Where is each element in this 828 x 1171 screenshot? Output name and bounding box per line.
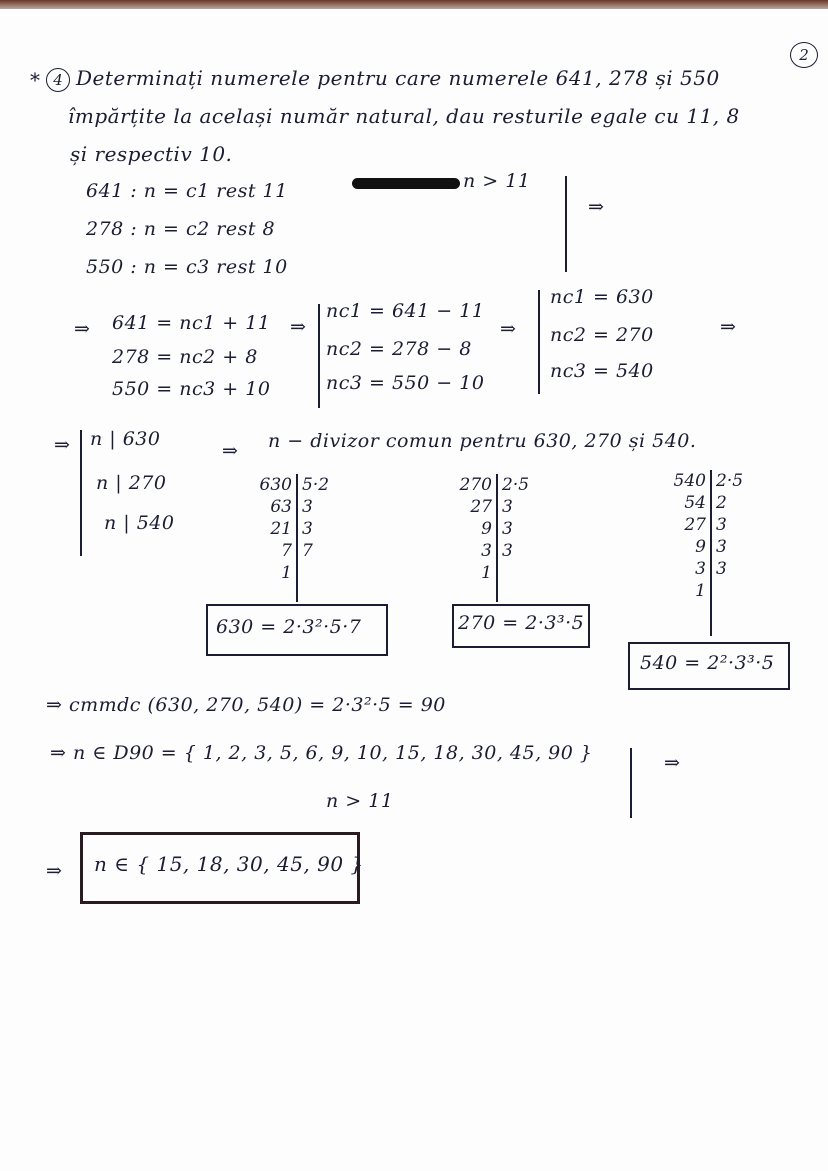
condition: n > 11 bbox=[463, 170, 531, 192]
equation-2: 278 = nc2 + 8 bbox=[112, 346, 258, 368]
factor-line bbox=[296, 474, 298, 602]
factorization-270-right: 2·5 3 3 3 bbox=[502, 475, 530, 561]
implies-arrow: ⇒ bbox=[500, 318, 517, 340]
factor-line bbox=[496, 474, 498, 602]
right-brace bbox=[630, 748, 632, 818]
factorization-630-left: 630 63 21 7 1 bbox=[259, 475, 292, 583]
factorization-540-left: 540 54 27 9 3 1 bbox=[673, 471, 706, 601]
left-brace bbox=[80, 430, 82, 556]
implies-arrow: ⇒ bbox=[588, 196, 605, 218]
factorization-270-left: 270 27 9 3 1 bbox=[459, 475, 492, 583]
implies-arrow: ⇒ bbox=[222, 440, 239, 462]
implies-arrow: ⇒ bbox=[664, 752, 681, 774]
divides-2: n | 270 bbox=[96, 472, 167, 494]
divisors-line: ⇒ n ∈ D90 = { 1, 2, 3, 5, 6, 9, 10, 15, 18, 30, 45, 90 } bbox=[50, 742, 593, 764]
factor-line bbox=[710, 470, 712, 636]
final-answer: n ∈ { 15, 18, 30, 45, 90 } bbox=[94, 852, 364, 876]
implies-arrow: ⇒ bbox=[74, 318, 91, 340]
implies-arrow: ⇒ bbox=[720, 316, 737, 338]
equation-9: nc3 = 540 bbox=[550, 360, 654, 382]
equation-4: nc1 = 641 − 11 bbox=[326, 300, 485, 322]
equation-7: nc1 = 630 bbox=[550, 286, 654, 308]
problem-number: 4 bbox=[46, 68, 70, 92]
common-divisor-text: n − divizor comun pentru 630, 270 și 540. bbox=[268, 430, 697, 452]
right-brace bbox=[565, 176, 567, 272]
left-brace bbox=[318, 304, 320, 408]
equation-3: 550 = nc3 + 10 bbox=[112, 378, 271, 400]
left-brace bbox=[538, 290, 540, 394]
problem-line-2: împărțite la același număr natural, dau resturile egale cu 11, 8 bbox=[68, 104, 740, 128]
problem-line-1: Determinați numerele pentru care numerele 641, 278 și 550 bbox=[76, 66, 720, 90]
equation-5: nc2 = 278 − 8 bbox=[326, 338, 472, 360]
division-2: 278 : n = c2 rest 8 bbox=[86, 218, 276, 240]
implies-arrow: ⇒ bbox=[290, 316, 307, 338]
implies-arrow: ⇒ bbox=[54, 434, 71, 456]
page-number: 2 bbox=[790, 42, 818, 68]
equation-6: nc3 = 550 − 10 bbox=[326, 372, 485, 394]
divides-1: n | 630 bbox=[90, 428, 161, 450]
result-270: 270 = 2·3³·5 bbox=[458, 612, 585, 634]
division-1: 641 : n = c1 rest 11 bbox=[86, 180, 288, 202]
factorization-540-right: 2·5 2 3 3 3 bbox=[716, 471, 744, 579]
problem-line-3: și respectiv 10. bbox=[70, 142, 233, 166]
scribbled-out-text bbox=[352, 178, 460, 189]
equation-1: 641 = nc1 + 11 bbox=[112, 312, 271, 334]
gcd-line: ⇒ cmmdc (630, 270, 540) = 2·3²·5 = 90 bbox=[46, 694, 446, 716]
page-top-edge bbox=[0, 0, 828, 9]
factorization-630-right: 5·2 3 3 7 bbox=[302, 475, 330, 561]
equation-8: nc2 = 270 bbox=[550, 324, 654, 346]
divides-3: n | 540 bbox=[104, 512, 175, 534]
problem-marker: * bbox=[30, 68, 41, 92]
divisors-condition: n > 11 bbox=[326, 790, 394, 812]
result-540: 540 = 2²·3³·5 bbox=[640, 652, 775, 674]
division-3: 550 : n = c3 rest 10 bbox=[86, 256, 288, 278]
result-630: 630 = 2·3²·5·7 bbox=[216, 616, 362, 638]
implies-arrow: ⇒ bbox=[46, 860, 63, 882]
